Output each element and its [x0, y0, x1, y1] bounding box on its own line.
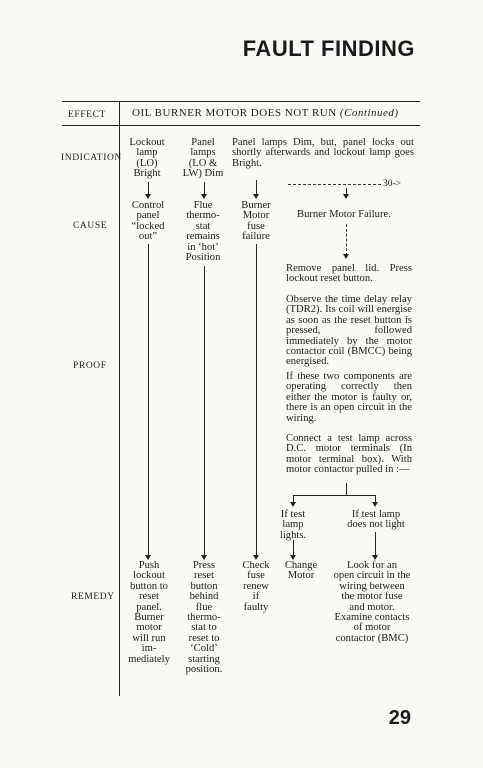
row-label-remedy: REMEDY — [71, 592, 115, 602]
branch-bar — [293, 495, 375, 496]
cause-col2: Flue thermo- stat remains in ‘hot’ Position — [185, 200, 221, 264]
proof-branch-b: If test lamp does not light — [347, 509, 405, 531]
proof-step-3: If these two components are operating correctly then either the motor is faulty or, there is an open circuit in the wiring. — [286, 371, 412, 424]
remedy-col5: Look for an open circuit in the wiring between the motor fuse and motor. Examine contacts of motor contactor (BMC) — [333, 560, 411, 644]
row-label-cause: CAUSE — [73, 221, 108, 231]
proof-step-4: Connect a test lamp across D.C. motor terminals (In motor terminal box). With motor contactor pulled in :— — [286, 433, 412, 476]
flow-line-col1 — [148, 244, 149, 557]
flow-line-col4 — [346, 224, 347, 256]
arrow-down-icon — [290, 502, 296, 507]
flow-line-col3 — [256, 244, 257, 557]
remedy-col3: Check fuse renew if faulty — [242, 560, 270, 613]
reference-label — [383, 179, 401, 189]
row-label-indication: INDICATION — [61, 153, 122, 163]
arrow-down-icon — [343, 254, 349, 259]
proof-step-2: Observe the time delay relay (TDR2). Its coil will energise as soon as the reset button is pressed, followed immediately by the motor contactor coil (BMCC) being energised. — [286, 294, 412, 368]
header-rule-top — [62, 101, 420, 102]
cause-col4: Burner Motor Failure. — [297, 209, 391, 220]
table-heading — [132, 107, 399, 119]
cause-col1: Control panel “locked out” — [131, 200, 165, 243]
row-label-proof: PROOF — [73, 361, 107, 371]
branch-b-line — [375, 532, 376, 557]
proof-step-1: Remove panel lid. Press lockout reset button. — [286, 263, 412, 285]
arrow-down-icon — [201, 194, 207, 199]
remedy-col4: Change Motor — [284, 560, 318, 582]
indication-col2: Panel lamps (LO & LW) Dim — [182, 137, 224, 180]
remedy-col2: Press reset button behind flue thermo- stat to reset to ‘Cold’ starting position. — [185, 560, 223, 676]
branch-stem — [346, 483, 347, 495]
indication-col1: Lockout lamp (LO) Bright — [129, 137, 165, 180]
page-number: 29 — [388, 707, 411, 729]
page-title: FAULT FINDING — [242, 36, 415, 61]
header-rule-bottom — [62, 125, 420, 126]
cause-col3: Burner Motor fuse failure — [241, 200, 271, 243]
label-column-divider — [119, 101, 120, 696]
arrow-down-icon — [372, 502, 378, 507]
reference-arrow-icon: -> — [392, 179, 402, 189]
reference-dashes — [288, 184, 381, 185]
heading-main: OIL BURNER MOTOR DOES NOT RUN — [132, 107, 340, 119]
reference-number: 30 — [383, 179, 393, 189]
arrow-down-icon — [253, 194, 259, 199]
remedy-col1: Push lockout button to reset panel. Burner motor will run im- mediately — [128, 560, 170, 665]
heading-continued: (Continued) — [339, 107, 399, 119]
proof-branch-a: If test lamp lights. — [279, 509, 307, 541]
indication-col3: Panel lamps Dim, but, panel locks out shortly afterwards and lockout lamp goes Bright. — [232, 137, 414, 169]
flow-line-col2 — [204, 266, 205, 557]
arrow-down-icon — [145, 194, 151, 199]
effect-label: EFFECT — [68, 110, 106, 120]
arrow-down-icon — [343, 194, 349, 199]
